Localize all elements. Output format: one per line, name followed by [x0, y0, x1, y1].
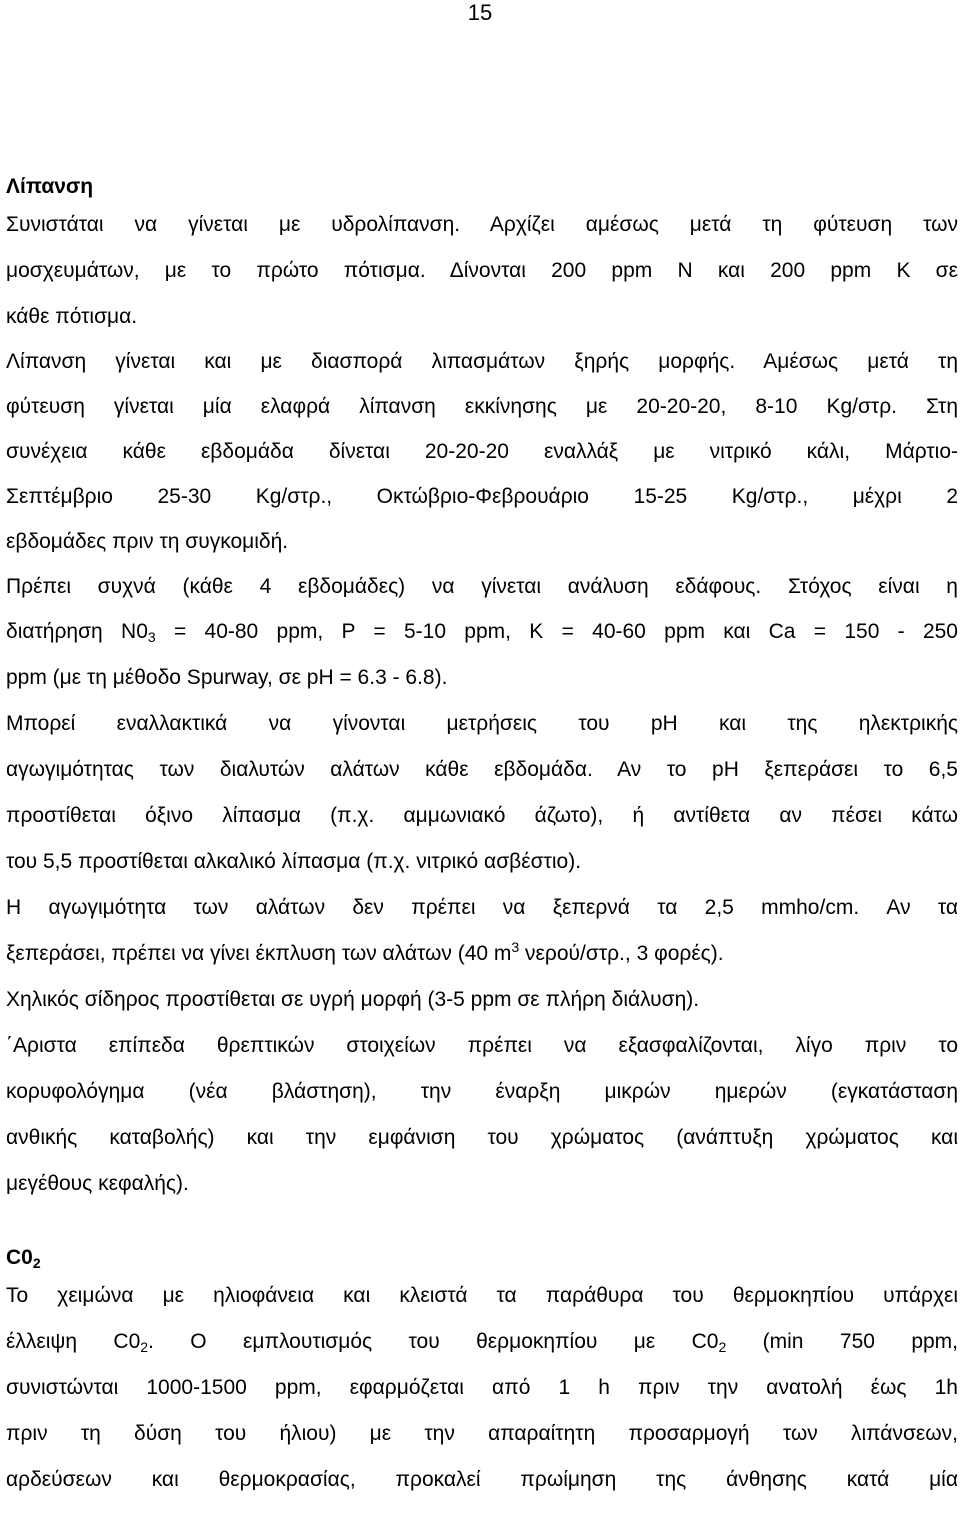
co2-subscript-2: 2 — [718, 1339, 727, 1355]
paragraph-line: Χηλικός σίδηρος προστίθεται σε υγρή μορφή (3-5 ppm σε πλήρη διάλυση). — [6, 988, 700, 1011]
no3-target-line — [6, 609, 958, 655]
section-spacer — [6, 1207, 958, 1243]
co2-title-subscript: 2 — [32, 1255, 41, 1271]
paragraph-line: συνέχεια κάθε εβδομάδα δίνεται 20-20-20 εναλλάξ με νιτρικό κάλι, Μάρτιο- — [6, 440, 958, 463]
paragraph-line: μοσχευμάτων, με το πρώτο πότισμα. Δίνονται 200 ppm N και 200 ppm K σε — [6, 259, 958, 282]
paragraph-line: Συνιστάται να γίνεται με υδρολίπανση. Αρχίζει αμέσως μετά τη φύτευση των — [6, 213, 958, 236]
co2-text-b: . Ο εμπλουτισμός του θερμοκηπίου με C0 — [148, 1330, 719, 1353]
m3-text-b: νερού/στρ., 3 φορές). — [519, 942, 724, 965]
paragraph-line: ppm (με τη μέθοδο Spurway, σε pH = 6.3 - 6.8). — [6, 666, 448, 689]
paragraph-line: ανθικής καταβολής) και την εμφάνιση του χρώματος (ανάπτυξη χρώματος και — [6, 1126, 958, 1149]
m3-superscript: 3 — [511, 939, 520, 955]
section-title-fertilization: Λίπανση — [6, 175, 94, 198]
paragraph-line: συνιστώνται 1000-1500 ppm, εφαρμόζεται από 1 h πριν την ανατολή έως 1h — [6, 1376, 958, 1399]
co2-text-a: έλλειψη C0 — [6, 1330, 141, 1353]
paragraph-line: φύτευση γίνεται μία ελαφρά λίπανση εκκίνησης με 20-20-20, 8-10 Kg/στρ. Στη — [6, 395, 958, 418]
no3-text-b: = 40-80 ppm, P = 5-10 ppm, K = 40-60 ppm και Ca = 150 - 250 — [155, 620, 958, 643]
no3-subscript: 3 — [147, 629, 156, 645]
m3-leaching-line — [6, 931, 958, 977]
paragraph-line: Σεπτέμβριο 25-30 Kg/στρ., Οκτώβριο-Φεβρουάριο 15-25 Kg/στρ., μέχρι 2 — [6, 485, 958, 508]
paragraph-line: αγωγιμότητας των διαλυτών αλάτων κάθε εβδομάδα. Αν το pH ξεπεράσει το 6,5 — [6, 758, 958, 781]
co2-deficiency-line — [6, 1319, 958, 1365]
paragraph-line: κορυφολόγημα (νέα βλάστηση), την έναρξη μικρών ημερών (εγκατάσταση — [6, 1080, 958, 1103]
paragraph-line: Λίπανση γίνεται και με διασπορά λιπασμάτων ξηρής μορφής. Αμέσως μετά τη — [6, 350, 958, 373]
paragraph-line: Το χειμώνα με ηλιοφάνεια και κλειστά τα παράθυρα του θερμοκηπίου υπάρχει — [6, 1284, 958, 1307]
co2-text-c: (min 750 ppm, — [726, 1330, 959, 1353]
paragraph-line: αρδεύσεων και θερμοκρασίας, προκαλεί πρωίμηση της άνθησης κατά μία — [6, 1468, 958, 1491]
paragraph-line: μεγέθους κεφαλής). — [6, 1172, 189, 1195]
paragraph-line: κάθε πότισμα. — [6, 305, 138, 328]
section-title-co2 — [6, 1243, 958, 1273]
paragraph-line: προστίθεται όξινο λίπασμα (π.χ. αμμωνιακό άζωτο), ή αντίθετα αν πέσει κάτω — [6, 804, 958, 827]
paragraph-line: Μπορεί εναλλακτικά να γίνονται μετρήσεις του pH και της ηλεκτρικής — [6, 712, 958, 735]
co2-subscript-1: 2 — [140, 1339, 149, 1355]
paragraph-line: εβδομάδες πριν τη συγκομιδή. — [6, 530, 289, 553]
paragraph-line: του 5,5 προστίθεται αλκαλικό λίπασμα (π.χ. νιτρικό ασβέστιο). — [6, 850, 582, 873]
page-content — [6, 172, 958, 1503]
paragraph-line: πριν τη δύση του ήλιου) με την απαραίτητη προσαρμογή των λιπάνσεων, — [6, 1422, 958, 1445]
paragraph-line: Πρέπει συχνά (κάθε 4 εβδομάδες) να γίνεται ανάλυση εδάφους. Στόχος είναι η — [6, 575, 958, 598]
paragraph-line: Η αγωγιμότητα των αλάτων δεν πρέπει να ξεπερνά τα 2,5 mmho/cm. Αν τα — [6, 896, 958, 919]
paragraph-line: ΄Αριστα επίπεδα θρεπτικών στοιχείων πρέπει να εξασφαλίζονται, λίγο πριν το — [6, 1034, 958, 1057]
co2-title-main: C0 — [6, 1246, 33, 1269]
page-number: 15 — [467, 0, 493, 25]
no3-text-a: διατήρηση N0 — [6, 620, 148, 643]
m3-text-a: ξεπεράσει, πρέπει να γίνει έκπλυση των αλάτων (40 m — [6, 942, 512, 965]
